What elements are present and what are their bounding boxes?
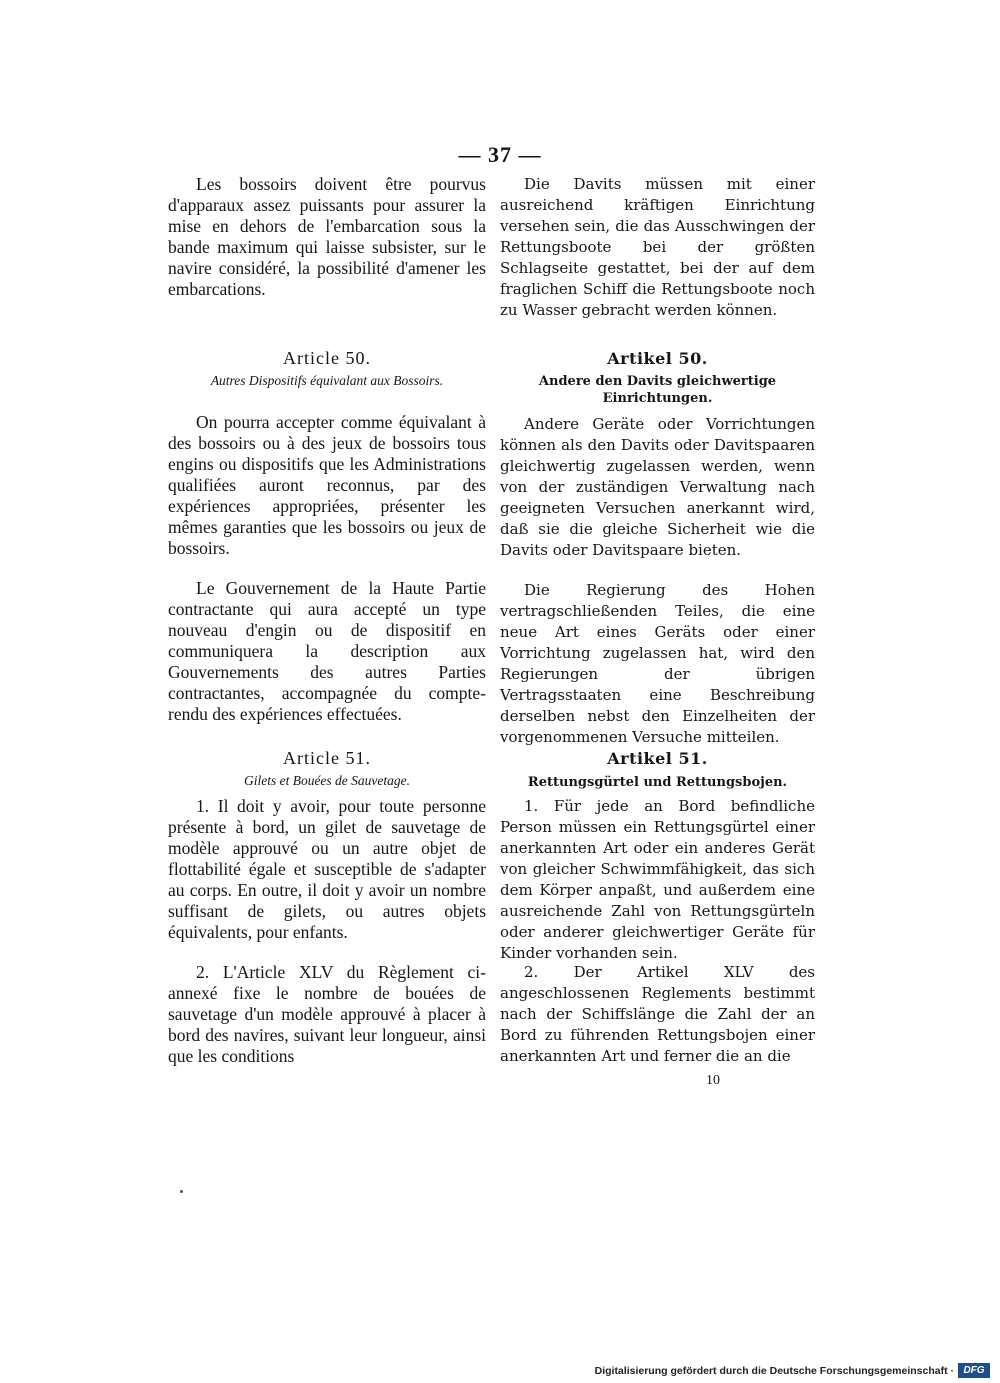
- de-article-50-paragraph-1: Andere Geräte oder Vorrichtungen können als den Davits oder Davitspaaren gleichwertig zugelassen werden, wenn von der zuständigen Verwaltung nach geeigneten Versuchen anerkannt wird, daß sie die gleiche Sicherheit wie die Davits oder Davitspaare bieten.: [500, 415, 815, 559]
- digitization-credit: Digitalisierung gefördert durch die Deutsche Forschungsgemeinschaft ·: [594, 1365, 954, 1377]
- fr-article-50-subtitle: Autres Dispositifs équivalant aux Bossoirs.: [210, 373, 444, 388]
- de-intro-paragraph: Die Davits müssen mit einer ausreichend kräftigen Einrichtung versehen sein, die das Ausschwingen der Rettungsboote bei der größten Schlagseite gestattet, bei der auf dem fraglichen Schiff die Rettungsboote noch zu Wasser gebracht werden können.: [500, 175, 815, 319]
- de-article-51-subtitle: Rettungsgürtel und Rettungsbojen.: [527, 775, 788, 790]
- fr-article-50-paragraph-1: On pourra accepter comme équivalant à des bossoirs ou à des jeux de bossoirs tous engins ou dispositifs que les Administrations qualifiées auront reconnus, par des expériences appropriées, présenter les mêmes garanties que les bossoirs ou jeux de bossoirs.: [168, 412, 486, 558]
- dfg-logo: DFG: [958, 1363, 990, 1378]
- fr-article-51-paragraph-2: 2. L'Article XLV du Règlement ci-annexé fixe le nombre de bouées de sauvetage d'un modèle approuvé à placer à bord des navires, suivant leur longueur, ainsi que les conditions: [168, 962, 486, 1066]
- de-article-50-paragraph-2: Die Regierung des Hohen vertragschließenden Teiles, die eine neue Art eines Geräts oder einer Vorrichtung zugelassen hat, wird den Regierungen der übrigen Vertragsstaaten eine Beschreibung derselben nebst den Einzelheiten der vorgenommenen Versuche mitteilen.: [500, 581, 815, 746]
- fr-article-51-paragraph-1: 1. Il doit y avoir, pour toute personne présente à bord, un gilet de sauvetage de modèle approuvé ou un autre objet de flottabilité égale et susceptible de s'adapter au corps. En outre, il doit y avoir un nombre suffisant de gilets, ou autres objets équivalents, pour enfants.: [168, 796, 486, 942]
- de-article-50-subtitle: Andere den Davits gleichwertige Einrichtungen.: [538, 374, 777, 406]
- fr-article-50-paragraph-2: Le Gouvernement de la Haute Partie contractante qui aura accepté un type nouveau d'engin ou de dispositif en communiquera la description aux Gouvernements des autres Parties contractantes, accompagnée du compte-rendu des expériences effectuées.: [168, 578, 486, 724]
- signature-mark: 10: [706, 1073, 720, 1088]
- de-article-50-title: Artikel 50.: [607, 349, 708, 368]
- fr-article-50-title: Article 50.: [283, 348, 371, 368]
- page-number: — 37 —: [458, 142, 542, 167]
- fr-intro-paragraph: Les bossoirs doivent être pourvus d'apparaux assez puissants pour assurer la mise en dehors de l'embarcation sous la bande maximum qui laisse subsister, sur le navire considéré, la possibilité d'amener les embarcations.: [168, 174, 486, 299]
- speck-mark: [180, 1190, 183, 1193]
- de-article-51-title: Artikel 51.: [607, 749, 708, 768]
- de-article-51-paragraph-2: 2. Der Artikel XLV des angeschlossenen Reglements bestimmt nach der Schiffslänge die Zahl der an Bord zu führenden Rettungsbojen einer anerkannten Art und ferner die an die: [500, 963, 815, 1065]
- fr-article-51-title: Article 51.: [283, 748, 371, 768]
- fr-article-51-subtitle: Gilets et Bouées de Sauvetage.: [243, 773, 411, 788]
- de-article-51-paragraph-1: 1. Für jede an Bord befindliche Person müssen ein Rettungsgürtel einer anerkannten Art oder ein anderes Gerät von gleicher Schwimmfähigkeit, das sich dem Körper anpaßt, und außerdem eine ausreichende Zahl von Rettungsgürteln oder anderer gleichwertiger Geräte für Kinder vorhanden sein.: [500, 797, 815, 962]
